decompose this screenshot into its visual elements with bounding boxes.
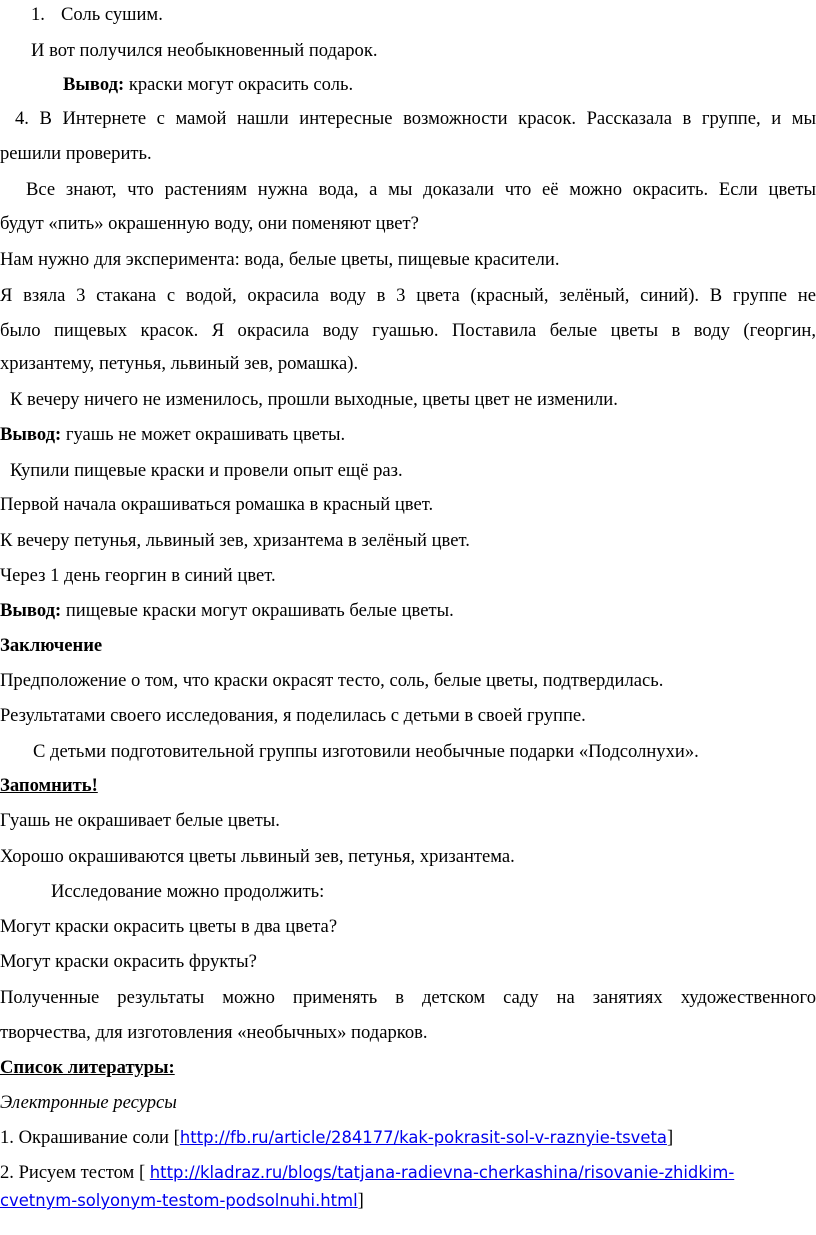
reference-link[interactable]: http://kladraz.ru/blogs/tatjana-radievna-cherkashina/risovanie-zhidkim- bbox=[149, 1163, 735, 1182]
paragraph: Могут краски окрасить цветы в два цвета? bbox=[0, 916, 338, 937]
conclusion-paragraph bbox=[63, 74, 353, 95]
conclusion-label: Вывод: bbox=[63, 74, 125, 95]
paragraph-text: пищевые краски могут окрашивать белые цветы. bbox=[61, 600, 454, 621]
list-number: 1. bbox=[31, 4, 45, 25]
paragraph-text: Соль сушим. bbox=[61, 4, 163, 25]
section-heading-references: Список литературы: bbox=[0, 1057, 175, 1078]
reference-item bbox=[0, 1162, 816, 1183]
paragraph: было пищевых красок. Я окрасила воду гуашью. Поставила белые цветы в воду (георгин, bbox=[0, 320, 816, 341]
paragraph: Через 1 день георгин в синий цвет. bbox=[0, 565, 276, 586]
reference-text: ] bbox=[357, 1190, 364, 1211]
paragraph: Первой начала окрашиваться ромашка в красный цвет. bbox=[0, 494, 434, 515]
paragraph: 4. В Интернете с мамой нашли интересные возможности красок. Рассказала в группе, и мы bbox=[15, 108, 816, 129]
paragraph: И вот получился необыкновенный подарок. bbox=[31, 40, 378, 61]
paragraph: хризантему, петунья, львиный зев, ромашка). bbox=[0, 353, 359, 374]
conclusion-paragraph bbox=[0, 600, 816, 621]
reference-item bbox=[0, 1127, 816, 1148]
paragraph-text: краски могут окрасить соль. bbox=[124, 74, 354, 95]
reference-text: 2. Рисуем тестом [ bbox=[0, 1162, 150, 1183]
paragraph: Хорошо окрашиваются цветы львиный зев, петунья, хризантема. bbox=[0, 846, 515, 867]
paragraph: Все знают, что растениям нужна вода, а мы доказали что её можно окрасить. Если цветы bbox=[26, 179, 816, 200]
paragraph-text: гуашь не может окрашивать цветы. bbox=[61, 424, 346, 445]
conclusion-label: Вывод: bbox=[0, 424, 62, 445]
section-heading-conclusion: Заключение bbox=[0, 635, 103, 656]
references-subheading: Электронные ресурсы bbox=[0, 1092, 177, 1113]
paragraph: Полученные результаты можно применять в детском саду на занятиях художественного bbox=[0, 987, 816, 1008]
paragraph: Гуашь не окрашивает белые цветы. bbox=[0, 810, 280, 831]
reference-text: ] bbox=[666, 1127, 674, 1148]
reference-item-continuation bbox=[0, 1190, 816, 1211]
paragraph: К вечеру ничего не изменилось, прошли выходные, цветы цвет не изменили. bbox=[10, 389, 618, 410]
section-heading-remember: Запомнить! bbox=[0, 775, 98, 796]
paragraph: будут «пить» окрашенную воду, они поменяют цвет? bbox=[0, 213, 419, 234]
paragraph: Купили пищевые краски и провели опыт ещё раз. bbox=[10, 460, 403, 481]
paragraph: Нам нужно для эксперимента: вода, белые цветы, пищевые красители. bbox=[0, 249, 560, 270]
conclusion-label: Вывод: bbox=[0, 600, 62, 621]
paragraph: Исследование можно продолжить: bbox=[51, 881, 325, 902]
paragraph: С детьми подготовительной группы изготовили необычные подарки «Подсолнухи». bbox=[33, 741, 699, 762]
paragraph: К вечеру петунья, львиный зев, хризантема в зелёный цвет. bbox=[0, 530, 470, 551]
paragraph: Результатами своего исследования, я поделилась с детьми в своей группе. bbox=[0, 705, 586, 726]
paragraph: Могут краски окрасить фрукты? bbox=[0, 951, 257, 972]
paragraph: Предположение о том, что краски окрасят тесто, соль, белые цветы, подтвердилась. bbox=[0, 670, 664, 691]
reference-text: 1. Окрашивание соли [ bbox=[0, 1127, 180, 1148]
paragraph: творчества, для изготовления «необычных» подарков. bbox=[0, 1022, 428, 1043]
reference-link[interactable]: cvetnym-solyonym-testom-podsolnuhi.html bbox=[0, 1191, 358, 1210]
conclusion-paragraph bbox=[0, 424, 816, 445]
paragraph: Я взяла 3 стакана с водой, окрасила воду в 3 цвета (красный, зелёный, синий). В группе не bbox=[0, 285, 816, 306]
paragraph: решили проверить. bbox=[0, 143, 152, 164]
reference-link[interactable]: http://fb.ru/article/284177/kak-pokrasit-sol-v-raznyie-tsveta bbox=[179, 1128, 667, 1147]
